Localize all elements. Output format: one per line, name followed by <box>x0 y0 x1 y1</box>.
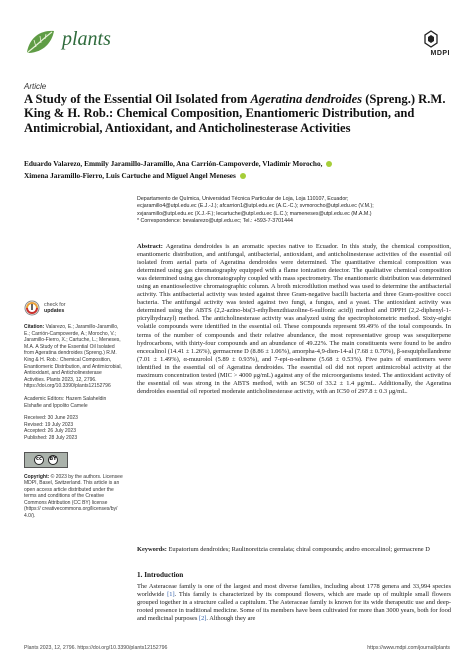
journal-name: plants <box>62 28 111 50</box>
orcid-icon[interactable] <box>326 161 332 167</box>
accepted-date: Accepted: 26 July 2023 <box>24 428 76 435</box>
section-heading-introduction: 1. Introduction <box>137 571 184 579</box>
page-footer <box>24 645 450 651</box>
citation-text: Valarezo, E.; Jaramillo-Jaramillo, E.; Carrión-Campoverde, A.; Morocho, V.; Jaramillo-Fierro, X.; Cartuche, L.; Meneses, M.A. A Study of the Essential Oil Isolated from Ageratina dendroides (Spreng.) R.M. King & H. Rob.: Chemical Composition, Enantiomeric Distribution, and Antimicrobial, Antioxidant, and Anticholinesterase Activities. Plants 2023, 12, 2796. https://doi.org/10.3390/plants12152796 <box>24 324 122 390</box>
author-list <box>24 158 450 182</box>
check-updates-line-2: updates <box>44 308 65 314</box>
introduction-paragraph <box>137 583 451 623</box>
affiliation-emails-2: xvjaramillo@utpl.edu.ec (X.J.-F.); lecartuche@utpl.edu.ec (L.C.); mameneses@utpl.edu.ec (M.A.M.) <box>137 210 372 217</box>
cc-by-license-badge[interactable] <box>24 452 68 468</box>
check-for-updates-badge[interactable] <box>24 300 124 316</box>
title-part-1: A Study of the Essential Oil Isolated from <box>24 92 251 106</box>
footer-citation[interactable]: Plants 2023, 12, 2796. https://doi.org/10.3390/plants12152796 <box>24 645 168 651</box>
reference-link-1[interactable]: [1] <box>167 591 175 599</box>
abstract-text: Ageratina dendroides is an aromatic species native to Ecuador. In this study, the chemical composition, enantiomeric distribution, and antifungal, antibacterial, antioxidant, and anticholinesterase activities of the essential oil isolated from aerial parts of Ageratina dendroides were determined. The quantitative chemical composition was determined using gas chromatography equipped with a flame ionization detector. The qualitative chemical composition was determined using gas chromatography coupled with mass spectrometry. The enantiomeric distribution was determined using an enantioselective chromatographic column. A broth microdilution method was used to determine the antibacterial activity. This antibacterial activity was tested against three Gram-negative bacilli bacteria and three Gram-positive cocci bacteria. The antifungal activity was tested against two fungi, a fungus, and a yeast. The antioxidant activity was determined using the ABTS (2,2-azino-bis(3-ethylbenzthiazoline-6-sulfonic acid)) method and DPPH (2,2-diphenyl-1-picrylhydrazyl) method. The anticholinesterase activity was analyzed using the spectrophotometric method. Sixty-eight volatile compounds were identified in the essential oil. These compounds represent 99.49% of the total compounds. In terms of the number of compounds and their relative abundance, the most representative group was sesquiterpene hydrocarbons, with thirty-four compounds and an abundance of 49.22%. The main constituents were found to be andro encecalinol (14.41 ± 1.26%), germacrene D (8.86 ± 1.06%), amorpha-4,9-dien-14-al (7.68 ± 0.70%), β-sesquiphellandrene (7.01 ± 1.49%), α-muurolol (5.89 ± 0.93%), and 7-epi-α-selinene (5.68 ± 0.53%). Five pairs of enantiomers were identified in the essential oil of Ageratina dendroides. The essential oil did not report antimicrobial activity at the maximum concentration tested (MIC > 4000 μg/mL) against any of the microorganisms tested. The antioxidant activity of the essential oil was strong in the ABTS method, with an SC50 of 33.2 ± 1.4 μg/mL. Additionally, the Ageratina dendroides essential oil reported moderate anticholinesterase activity, with an IC50 of 297.8 ± 0.3 μg/mL. <box>137 243 452 395</box>
authors-line-1: Eduardo Valarezo, Emmily Jaramillo-Jaramillo, Ana Carrión-Campoverde, Vladimir Morocho, <box>24 159 323 168</box>
affiliation-emails-1: ecjaramillo4@utpl.edu.ec (E.J.-J.); afcarrion1@utpl.edu.ec (A.C.-C.); svmorocho@utpl.edu.ec (V.M.); <box>137 203 374 210</box>
leaf-icon <box>24 28 56 56</box>
citation-label: Citation: <box>24 324 45 330</box>
editors-label: Academic Editors: <box>24 395 65 402</box>
copyright-block <box>24 474 124 520</box>
editors-block <box>24 396 124 409</box>
creative-commons-icon: cc <box>34 455 44 465</box>
keywords-label: Keywords: <box>137 546 167 553</box>
title-species: Ageratina dendroides <box>250 92 363 106</box>
received-date: Received: 30 June 2023 <box>24 415 78 422</box>
dates-block <box>24 415 124 441</box>
correspondence: * Correspondence: bevalarezo@utpl.edu.ec; Tel.: +593-7-3701444 <box>137 217 293 224</box>
orcid-icon[interactable] <box>240 173 246 179</box>
copyright-text: © 2023 by the authors. Licensee MDPI, Basel, Switzerland. This article is an open access article distributed under the terms and conditions of the Creative Commons Attribution (CC BY) license (https:// creativecommons.org/licenses/by/ 4.0/). <box>24 473 123 520</box>
authors-line-2: Ximena Jaramillo-Fierro, Luis Cartuche and Miguel Angel Meneses <box>24 171 236 180</box>
cc-by-icon: BY <box>48 455 58 465</box>
citation-block <box>24 324 124 390</box>
journal-header <box>24 26 450 60</box>
affiliations <box>137 196 451 225</box>
keywords <box>137 546 451 554</box>
check-updates-line-1: check for <box>44 301 66 308</box>
abstract <box>137 243 451 396</box>
affiliation-address: Departamento de Química, Universidad Técnica Particular de Loja, Loja 110107, Ecuador; <box>137 196 349 202</box>
article-type: Article <box>24 82 47 91</box>
keywords-text: Eupatorium dendroides; Raulinoreitzia crenulata; chiral compounds; andro encecalinol; germacrene D <box>168 546 430 553</box>
copyright-label: Copyright: <box>24 473 50 480</box>
reference-link-2[interactable]: [2] <box>198 615 207 623</box>
revised-date: Revised: 19 July 2023 <box>24 421 74 428</box>
article-title <box>24 92 452 135</box>
intro-text-b: . This family is characterized by its compound flowers, which are made up of multiple small flowers grouped together in a structure called a capitulum. The Asteraceae family is known for its wide therapeutic use and deep-rooted presence in traditional medicine. Some of its members have been cultivated for more than 3000 years, both for food and medicinal purposes <box>137 591 451 623</box>
article-sidebar <box>24 300 124 526</box>
publisher-name: MDPI <box>430 50 450 57</box>
editors-names: Hazem Salaheldin Elshafie and Ippolito Camele <box>24 395 107 409</box>
check-updates-icon <box>24 300 40 316</box>
intro-text-c: . Although they are <box>206 615 256 623</box>
intro-text-a: The Asteraceae family is one of the largest and most diverse families, including about 1778 genera and 33,994 species worldwide <box>137 583 451 599</box>
published-date: Published: 28 July 2023 <box>24 434 78 441</box>
footer-journal-link[interactable]: https://www.mdpi.com/journal/plants <box>367 645 450 651</box>
abstract-label: Abstract: <box>137 243 163 250</box>
title-part-2: (Spreng.) R.M. King & H. Rob.: Chemical Composition, Enantiomeric Distribution, and Antimicrobial, Antioxidant, and Anticholinesterase Activities <box>24 92 446 135</box>
